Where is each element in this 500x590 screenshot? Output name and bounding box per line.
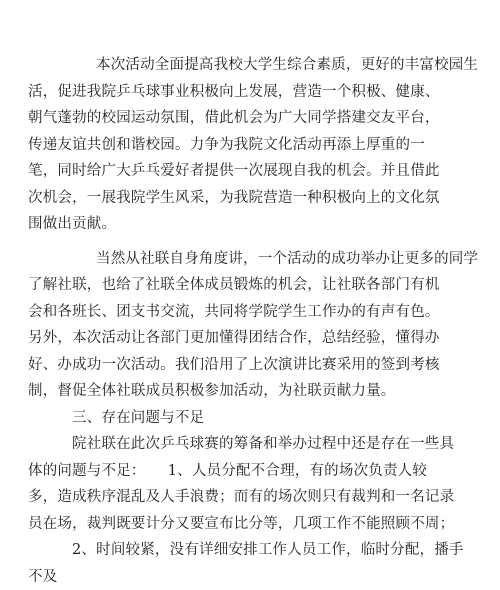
paragraph-gap xyxy=(28,238,478,246)
text-line: 2、时间较紧，没有详细安排工作人员工作，临时分配，播手 xyxy=(28,537,478,564)
paragraph-problems xyxy=(28,431,478,590)
text-line: 围做出贡献。 xyxy=(28,211,478,238)
text-line: 传递友谊共创和谐校园。力争为我院文化活动再添上厚重的一 xyxy=(28,132,478,159)
text-line: 笔，同时给广大乒乓爱好者提供一次展现自我的机会。并且借此 xyxy=(28,158,478,185)
text-line: 朝气蓬勃的校园运动氛围，借此机会为广大同学搭建交友平台， xyxy=(28,105,478,132)
paragraph-union-perspective xyxy=(28,246,478,405)
text-line: 次机会，一展我院学生风采，为我院营造一种积极向上的文化氛 xyxy=(28,185,478,212)
text-line: 本次活动全面提高我校大学生综合素质，更好的丰富校园生 xyxy=(28,52,478,79)
text-line: 好、办成功一次活动。我们沿用了上次演讲比赛采用的签到考核 xyxy=(28,352,478,379)
text-line: 制，督促全体社联成员积极参加活动，为社联贡献力量。 xyxy=(28,378,478,405)
text-line: 会和各班长、团支书交流，共同将学院学生工作办的有声有色。 xyxy=(28,299,478,326)
text-line: 另外，本次活动让各部门更加懂得团结合作，总结经验，懂得办 xyxy=(28,325,478,352)
text-line: 不及 xyxy=(28,564,478,590)
text-line: 多，造成秩序混乱及人手浪费；而有的场次则只有裁判和一名记录 xyxy=(28,484,478,511)
text-line: 活，促进我院乒乓球事业积极向上发展，营造一个积极、健康、 xyxy=(28,79,478,106)
text-line: 院社联在此次乒乓球赛的筹备和举办过程中还是存在一些具 xyxy=(28,431,478,458)
section-heading: 三、存在问题与不足 xyxy=(28,405,478,432)
paragraph-activity-significance xyxy=(28,52,478,238)
text-line: 员在场，裁判既要计分又要宣布比分等，几项工作不能照顾不周； xyxy=(28,511,478,538)
text-line: 当然从社联自身角度讲，一个活动的成功举办让更多的同学 xyxy=(28,246,478,273)
text-line: 了解社联，也给了社联全体成员锻炼的机会，让社联各部门有机 xyxy=(28,272,478,299)
text-line: 体的问题与不足： 1、人员分配不合理，有的场次负责人较 xyxy=(28,458,478,485)
document-body xyxy=(28,52,478,590)
